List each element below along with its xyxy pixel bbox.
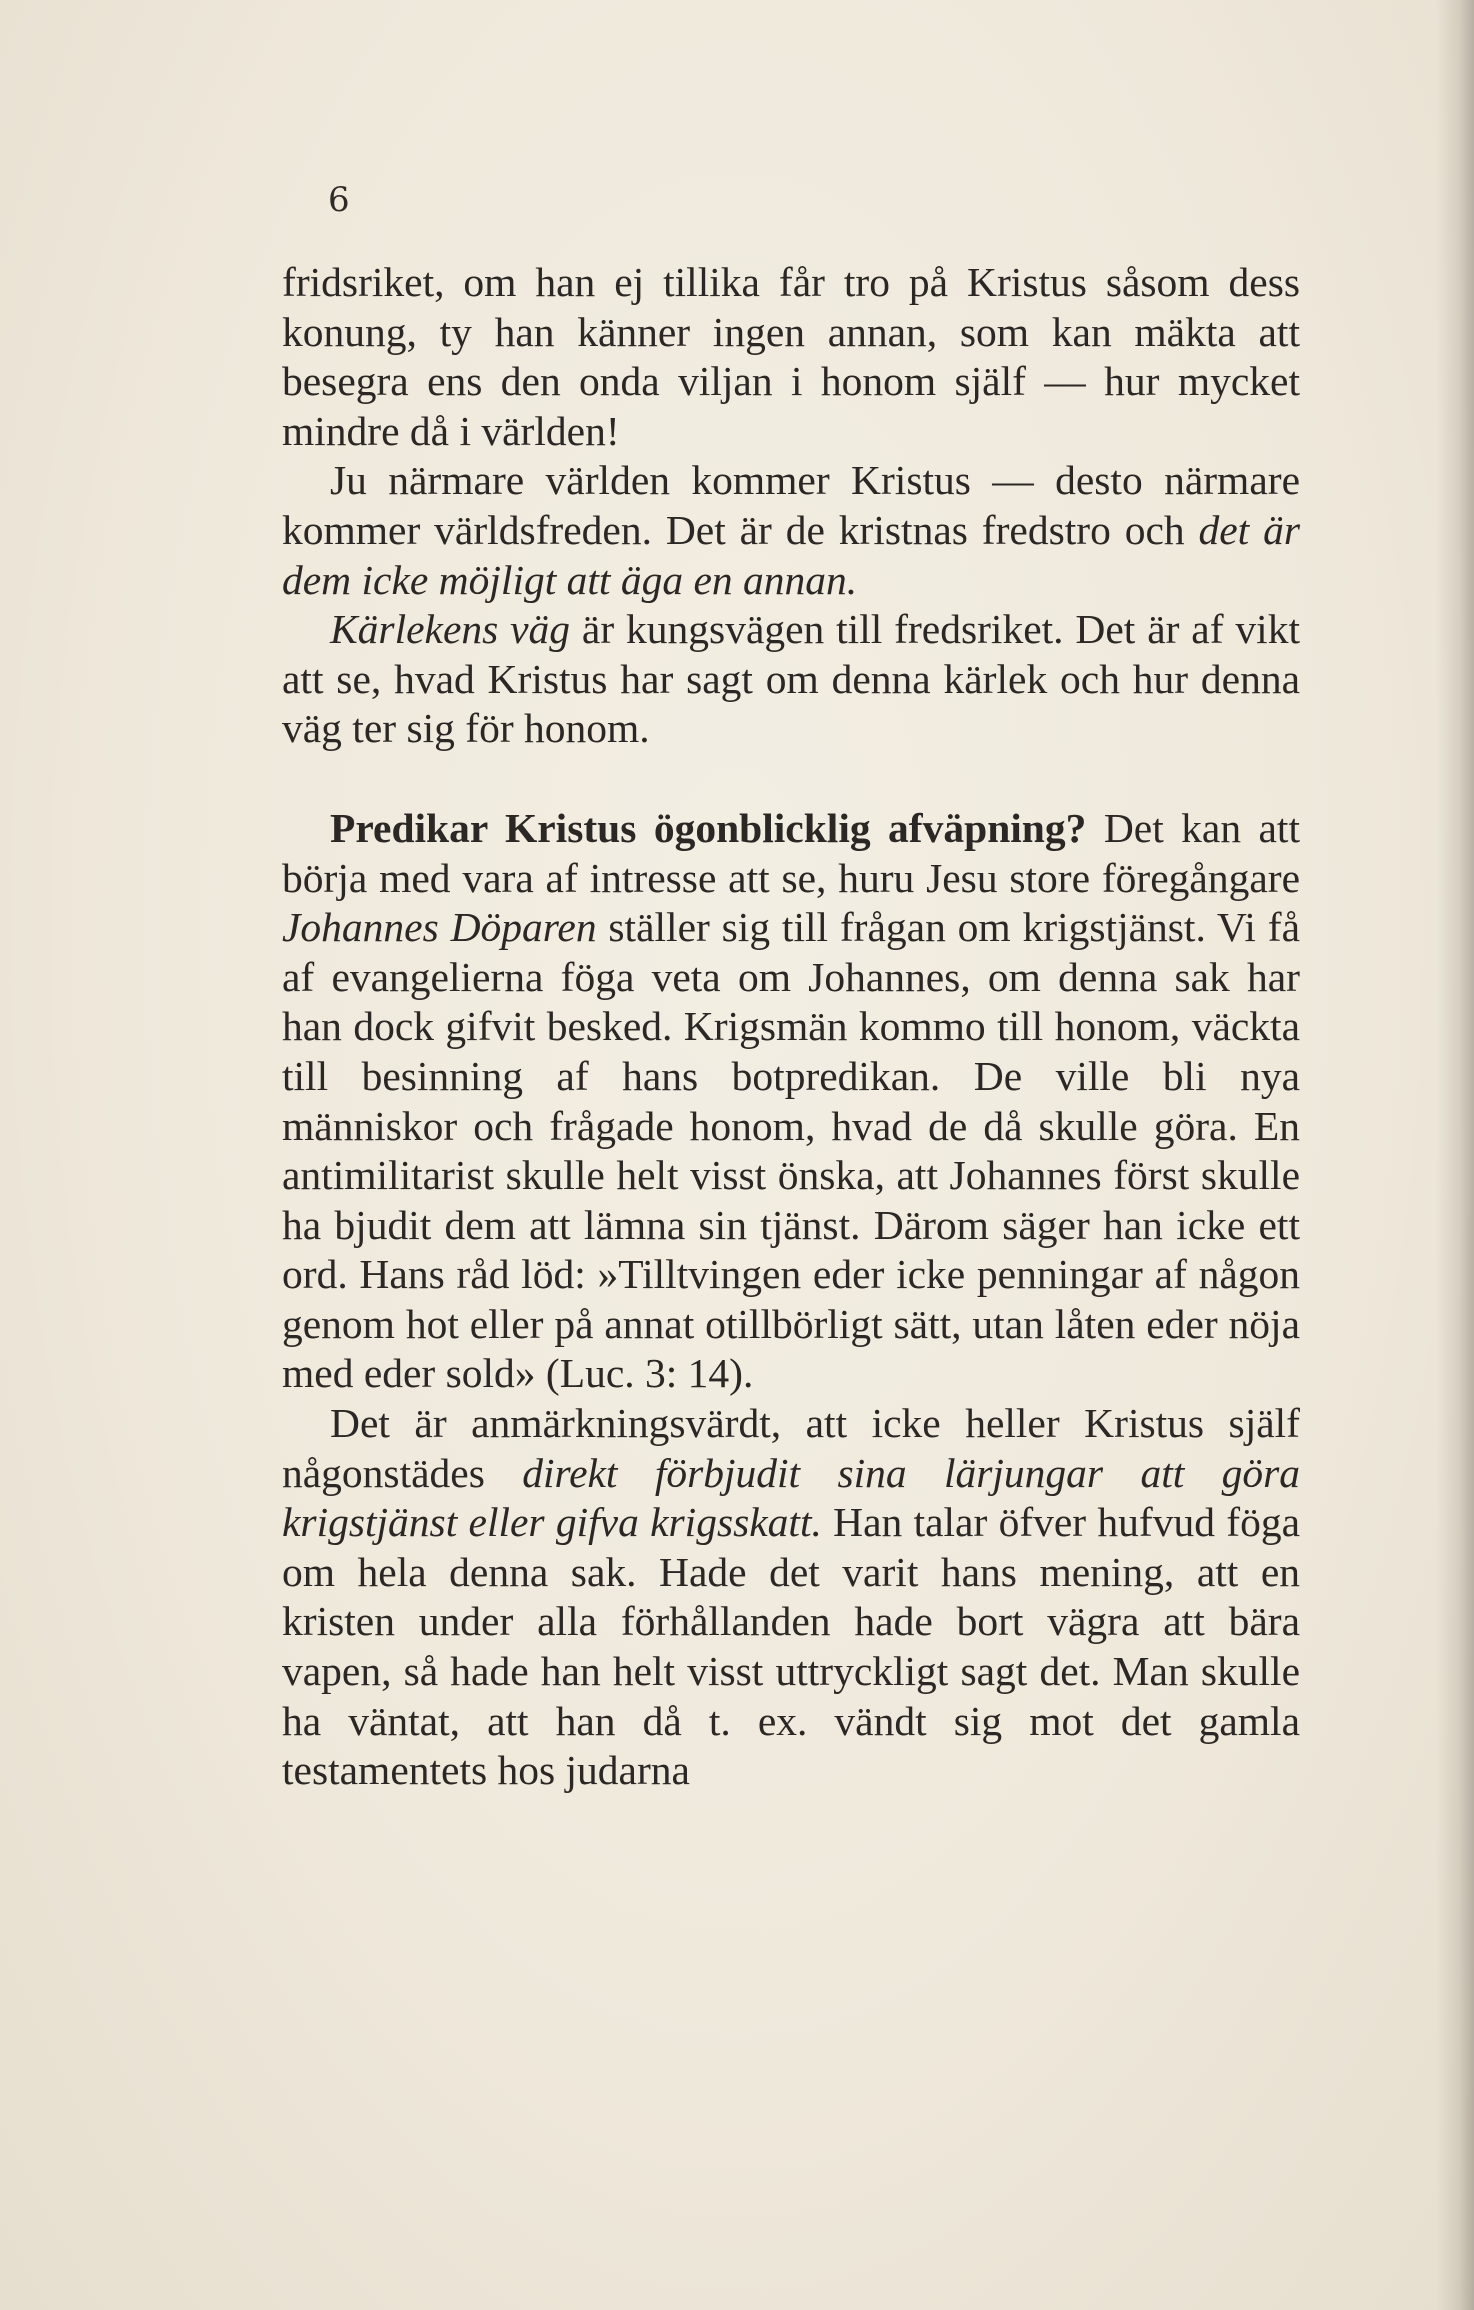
paragraph-4 — [282, 804, 1300, 1399]
paragraph-3-text: är kungsvägen till fredsriket. Det är af vikt att se, hvad Kristus har sagt om denna kärlek och hur denna väg ter sig för honom. — [282, 606, 1300, 752]
paragraph-4-text-a: Det kan att börja med vara af intresse att se, huru Jesu store föregångare — [282, 804, 1300, 901]
paragraph-4-text-b: ställer sig till frågan om krigstjänst. Vi få af evangelierna föga veta om Johannes, om denna sak har han dock gifvit besked. Krigsmän kommo till honom, väckta till besinning af hans botpredikan. De ville bli nya människor och frågade honom, hvad de då skulle göra. En antimilitarist skulle helt visst önska, att Johannes först skulle ha bjudit dem att lämna sin tjänst. Därom säger han icke ett ord. Hans råd löd: »Tilltvingen eder icke penningar af någon genom hot eller på annat otillbörligt sätt, utan låten eder nöja med eder sold» (Luc. 3: 14). — [282, 904, 1300, 1397]
paragraph-1-text: fridsriket, om han ej tillika får tro på Kristus såsom dess konung, ty han känner ingen annan, som kan mäkta att besegra ens den onda viljan i honom själf — hur mycket mindre då i världen! — [282, 259, 1300, 454]
paragraph-2 — [282, 456, 1300, 605]
paragraph-5-text-a: Det är anmärkningsvärdt, att icke heller Kristus själf någonstädes — [282, 1400, 1300, 1496]
paragraph-2-emphasis: det är dem icke möjligt att äga en annan. — [282, 506, 1300, 603]
section-heading: Predikar Kristus ögonblicklig afväpning? — [330, 804, 1087, 851]
paragraph-3 — [282, 605, 1300, 754]
paragraph-4-emphasis: Johannes Döparen — [282, 904, 597, 951]
paragraph-1 — [282, 258, 1300, 456]
paragraph-3-emphasis: Kärlekens väg — [330, 606, 571, 653]
paragraph-5-text-b: Han talar öfver hufvud föga om hela denna sak. Hade det varit hans mening, att en kristen under alla förhållanden hade bort vägra att bära vapen, så hade han helt visst uttryckligt sagt det. Man skulle ha väntat, att han då t. ex. vändt sig mot det gamla testamentets hos judarna — [282, 1499, 1300, 1794]
page-number: 6 — [328, 180, 350, 220]
paragraph-5 — [282, 1399, 1300, 1796]
paragraph-2-text: Ju närmare världen kommer Kristus — desto närmare kommer världsfreden. Det är de kristnas fredstro och — [282, 457, 1300, 553]
body-text — [282, 258, 1300, 1796]
paragraph-5-emphasis: direkt förbjudit sina lärjungar att göra krigstjänst eller gifva krigsskatt. — [282, 1449, 1301, 1546]
